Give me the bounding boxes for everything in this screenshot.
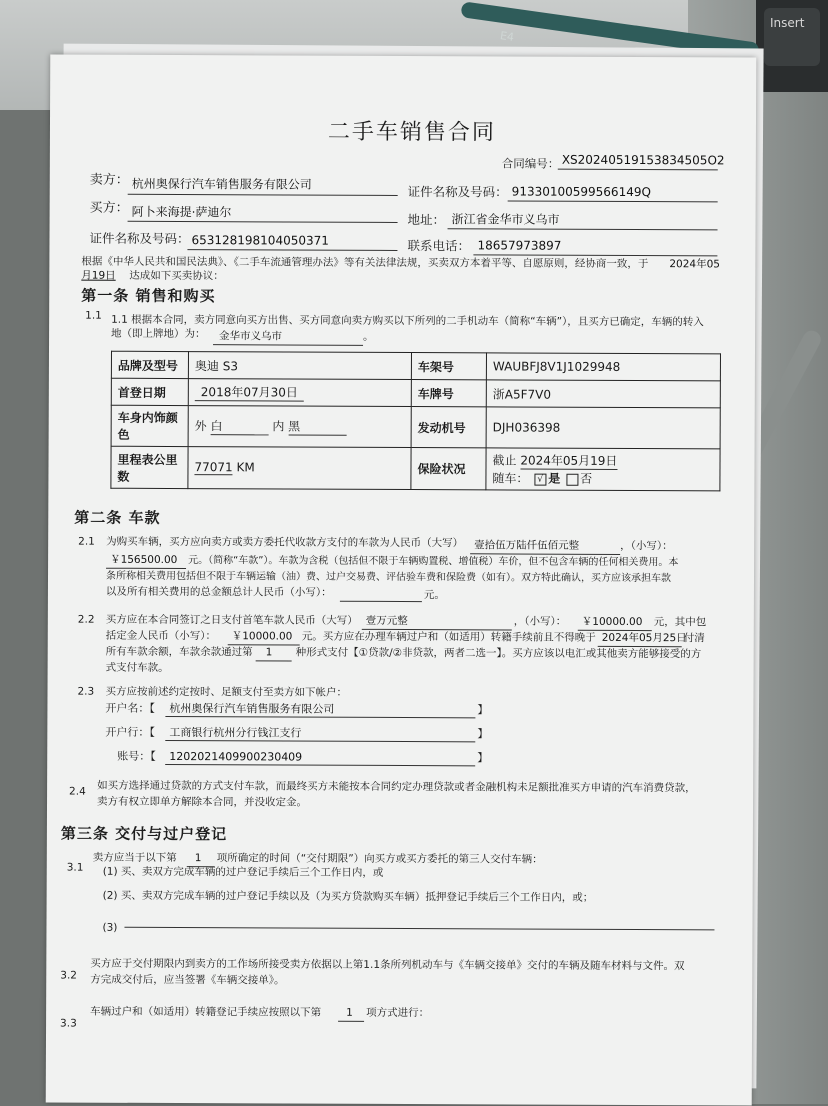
insurance-with-car-row (492, 469, 713, 487)
yes-checkbox: √ (534, 473, 546, 485)
seller-id-label: 证件名称及号码： (407, 184, 508, 200)
clause-2-1-text-b: 元。（简称“车款”）。车款为含税（包括但不限于车辆购置税、增值税）车价，但不包含车辆的任何相关费用。本 (188, 555, 679, 569)
article-2-title: 第二条 车款 (74, 508, 161, 527)
clause-3-1-text-a2: 项所确定的时间（“交付期限”）向买方或买方委托的第三人交付车辆： (216, 852, 543, 866)
clause-3-3-number: 3.3 (60, 1017, 77, 1030)
insurance-until-prefix: 截止 (492, 453, 517, 468)
clause-1-1-number: 1.1 (85, 309, 102, 322)
total-amount-line (340, 601, 422, 602)
yes-label: 是 (548, 471, 561, 486)
buyer-phone: 18657973897 (477, 238, 562, 253)
table-row (111, 405, 720, 449)
mileage-value (188, 447, 411, 490)
vehicle-info-table (110, 351, 721, 492)
insert-key (764, 8, 820, 66)
clause-2-2-small: ，（小写）： (513, 615, 567, 628)
contract-title: 二手车销售合同 (327, 119, 497, 146)
car-price-uppercase: 壹拾伍万陆仟伍佰元整 (474, 539, 580, 552)
plate-label: 车牌号 (411, 380, 486, 407)
keyboard (756, 0, 828, 92)
clause-1-1-end: 。 (363, 330, 374, 343)
table-row (111, 446, 720, 491)
clause-2-2-number: 2.2 (77, 613, 95, 626)
insert-key-label: Insert (770, 16, 805, 30)
delivery-option-3: (3) (102, 921, 118, 934)
clause-2-4-text-a: 如买方选择通过贷款的方式支付车款，而最终买方未能按本合同约定办理贷款或者金融机构未足额批准买方申请的汽车消费贷款， (97, 779, 696, 795)
first-payment-uppercase: 壹万元整 (365, 614, 408, 628)
account-name: 杭州奥保行汽车销售服务有限公司 (169, 701, 335, 716)
payment-method: 1 (265, 646, 273, 659)
clause-3-3-text-a: 车辆过户和（如适用）转籍登记手续应按照以下第 (90, 1005, 322, 1019)
clause-3-2-number: 3.2 (60, 969, 78, 982)
clause-2-1-text-a: 为购买车辆，买方应向卖方或卖方委托代收款方支付的车款为人民币（大写） (106, 535, 464, 550)
exterior-prefix: 外 (194, 419, 207, 434)
car-price-number: ￥156500.00 (110, 553, 178, 567)
buyer-name: 阿卜来海提·萨迪尔 (131, 204, 232, 220)
registration-place-line (213, 344, 363, 346)
buyer-id: 653128198104050371 (191, 233, 329, 248)
clause-2-2-text-d: 式支付车款。 (105, 661, 169, 674)
clause-2-1-number: 2.1 (78, 535, 95, 548)
delivery-option-3-line (124, 927, 714, 931)
insurance-with-car-label: 随车： (492, 471, 529, 486)
article-3-title: 第三条 交付与过户登记 (60, 824, 228, 844)
first-date-label: 首登日期 (111, 378, 188, 405)
clause-1-1-text: 1.1 根据本合同，卖方同意向买方出售、买方同意向卖方购买以下所列的二手机动车（简称“车辆”），且买方已确定，车辆的转入 (111, 313, 704, 329)
clause-3-2-text-a: 买方应于交付期限内到卖方的工作场所接受卖方依据以上第1.1条所列机动车与《车辆交接单》交付的车辆及随车材料与文件。双 (90, 957, 685, 973)
engine-label: 发动机号 (411, 407, 486, 448)
account-name-label: 开户名：【 (105, 701, 155, 715)
clause-3-3-text-a2: 项方式进行： (366, 1006, 430, 1020)
article-1-title: 第一条 销售和购买 (81, 286, 216, 306)
seller-name: 杭州奥保行汽车销售服务有限公司 (131, 176, 312, 192)
account-no-bracket: 】 (477, 751, 489, 765)
no-label: 否 (580, 471, 593, 486)
delivery-option-2: (2) 买、卖双方完成车辆的过户登记手续以及（为买方贷款购买车辆）抵押登记手续后三个工作日内，或； (102, 889, 594, 904)
interior-prefix: 内 (272, 419, 285, 434)
payment-method-line (256, 660, 292, 661)
contract-no: XS20240519153834505O2 (561, 152, 725, 168)
clause-2-4-number: 2.4 (69, 785, 86, 798)
clause-2-1-yuan: 元。 (423, 589, 445, 602)
clause-2-2-text-b: 括定金人民币（小写）： (105, 629, 217, 643)
engine-value: DJH036398 (486, 407, 720, 449)
clause-2-1-small: ，（小写）： (620, 539, 673, 553)
account-no: 1202021409900230409 (169, 749, 303, 764)
seller-label: 卖方： (89, 172, 129, 188)
seller-id: 91330100599566149Q (511, 184, 651, 200)
table-row (111, 378, 720, 408)
vin-value: WAUBFJ8V1J1029948 (486, 353, 720, 381)
clause-2-2-text-c2: 种形式支付【①贷款/②非贷款，两者二选一】。买方应该以电汇或其他卖方能够接受的方 (295, 646, 702, 661)
color-value (188, 406, 411, 448)
account-no-line (165, 764, 475, 766)
brand-label: 品牌及型号 (111, 351, 188, 378)
preamble-text-2: 达成如下买卖协议： (129, 269, 224, 283)
table-row (111, 351, 720, 381)
mileage-unit: KM (236, 460, 255, 475)
buyer-label: 买方： (89, 200, 129, 216)
color-label: 车身内饰颜色 (111, 405, 188, 446)
delivery-item: 1 (194, 852, 202, 865)
contract-page (46, 54, 757, 1105)
account-bank-label: 开户行：【 (105, 725, 155, 739)
first-payment-number: ￥10000.00 (581, 615, 643, 629)
clause-2-3-text: 买方应按前述约定按时、足额支付至卖方如下帐户： (105, 685, 348, 699)
payment-deadline: 2024年05月25日 (601, 631, 687, 645)
first-date-value (188, 379, 411, 407)
clause-2-3-number: 2.3 (77, 685, 95, 698)
buyer-id-line (187, 249, 397, 251)
contract-no-line (558, 169, 718, 171)
clause-2-2-text-b3: 付清 (683, 632, 705, 645)
pencil-label: E4 (499, 29, 515, 44)
preamble-text-1: 根据《中华人民共和国民法典》、《二手车流通管理办法》等有关法律法规，买卖双方本着平等、自愿原则，经协商一致，于 (81, 255, 649, 271)
buyer-addr-label: 地址： (407, 212, 446, 228)
insurance-value (486, 448, 720, 491)
account-no-label: 账号：【 (117, 749, 156, 763)
mileage-number: 77071 (194, 460, 233, 475)
plate-value: 浙A5F7V0 (486, 380, 720, 408)
insurance-until-date: 2024年05月19日 (520, 453, 618, 468)
buyer-addr-line (448, 228, 718, 230)
brand-value: 奥迪 S3 (188, 352, 411, 380)
interior-color: 黑 (288, 418, 346, 436)
transfer-item: 1 (346, 1006, 353, 1019)
registration-place: 金华市义乌市 (219, 330, 283, 343)
vin-label: 车架号 (411, 353, 486, 380)
account-bank-line (165, 740, 475, 742)
clause-2-4-text-b: 卖方有权立即单方解除本合同，并没收定金。 (97, 795, 308, 809)
buyer-line (128, 221, 398, 223)
transfer-item-line (338, 1021, 364, 1022)
buyer-addr: 浙江省金华市义乌市 (451, 212, 560, 227)
account-name-line (165, 716, 475, 718)
exterior-color: 白 (210, 417, 268, 435)
delivery-option-1: (1) 买、卖双方完成车辆的过户登记手续后三个工作日内，或 (102, 865, 384, 879)
account-name-bracket: 】 (477, 703, 489, 717)
account-bank-bracket: 】 (477, 727, 489, 741)
preamble-date-2: 月19日 (81, 269, 116, 282)
clause-3-1-text-a: 卖方应当于以下第 (92, 851, 177, 865)
seller-id-line (508, 200, 718, 202)
clause-3-1-number: 3.1 (66, 861, 84, 874)
seller-line (128, 194, 398, 196)
clause-2-1-text-c: 条所称相关费用包括但不限于车辆运输（油）费、过户交易费、评估验车费和保险费（如有）。双方特此确认，买方应该承担车款 (105, 570, 672, 585)
insurance-label: 保险状况 (411, 448, 486, 490)
clause-2-2-text-a2: 元，其中包 (653, 616, 707, 629)
clause-2-2-text-b2: 元。买方应在办理车辆过户和（如适用）转籍手续前且不得晚于 (301, 630, 596, 644)
mileage-label: 里程表公里数 (111, 446, 188, 488)
clause-3-2-text-b: 方完成交付后，应当签署《车辆交接单》。 (90, 973, 285, 987)
deposit-amount: ￥10000.00 (231, 630, 293, 643)
buyer-phone-label: 联系电话： (407, 238, 471, 254)
no-checkbox (566, 473, 578, 485)
first-date-text: 2018年07月30日 (195, 383, 304, 401)
account-bank: 工商银行杭州分行钱江支行 (169, 725, 302, 740)
clause-1-1-text-2: 地（即上牌地）为： (111, 327, 206, 341)
clause-2-2-text-c: 所有车款余额，车款余款通过第 (105, 645, 253, 659)
clause-2-1-text-d: 以及所有相关费用的总金额总计人民币（小写）： (105, 585, 332, 599)
preamble-date-1: 2024年05 (669, 258, 721, 271)
insurance-until-row (492, 451, 713, 470)
buyer-id-label: 证件名称及号码： (89, 230, 190, 247)
contract-no-label: 合同编号： (501, 156, 560, 171)
clause-2-2-text-a: 买方应在本合同签订之日支付首笔车款人民币（大写） (105, 613, 358, 627)
